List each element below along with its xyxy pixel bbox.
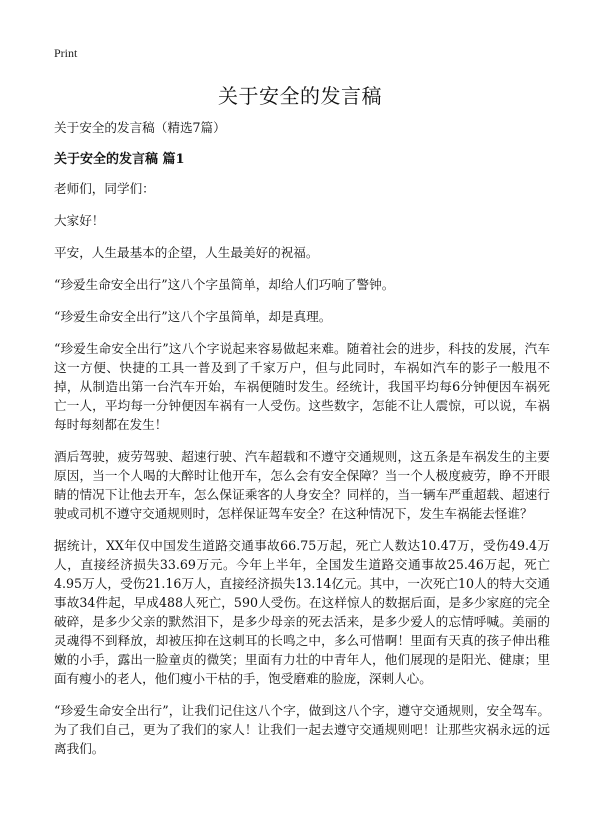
page-title: 关于安全的发言稿 [218,84,382,108]
paragraph-statistics: 据统计，XX年仅中国发生道路交通事故66.75万起，死亡人数达10.47万，受伤49.4万人，直接经济损失33.69万元。今年上半年，全国发生道路交通事故25.46万起，死亡4.95万人，受伤21.16万人，直接经济损失13.14亿元。其中，一次死亡10人的特大交通事故34件起，早成488人死亡，590人受伤。在这样惊人的数据后面，是多少家庭的完全破碎，是多少父亲的默然泪下，是多少母亲的死去活来，是多少爱人的忘情呼喊。美丽的灵魂得不到释放，却被压抑在这刺耳的长鸣之中，多么可惜啊！里面有天真的孩子伸出稚嫩的小手，露出一脸童贞的微笑；里面有力壮的中青年人，他们展现的是阳光、健康；里面有瘦小的老人，他们瘦小干枯的手，饱受磨难的脸庞，深刺人心。 [54,538,550,686]
paragraph-conclusion: “珍爱生命安全出行”，让我们记住这八个字，做到这八个字，遵守交通规则，安全驾车。为了我们自己，更为了我们的家人！让我们一起去遵守交通规则吧！让那些灾祸永远的远离我们。 [54,703,550,756]
paragraph-hello: 大家好！ [54,213,105,228]
article-subtitle: 关于安全的发言稿（精选7篇） [54,120,226,135]
paragraph-peace: 平安，人生最基本的企望，人生最美好的祝福。 [54,245,319,260]
article-body [54,118,550,771]
paragraph-slogan-truth: “珍爱生命安全出行”这八个字虽简单，却是真理。 [54,309,332,324]
section-heading: 关于安全的发言稿 篇1 [54,152,185,167]
paragraph-slogan-hard: “珍爱生命安全出行”这八个字说起来容易做起来难。随着社会的进步，科技的发展，汽车这一方便、快捷的工具一普及到了千家万户，但与此同时，车祸如汽车的影子一般甩不掉，从制造出第一台汽车开始，车祸便随时发生。经统计，我国平均每6分钟便因车祸死亡一人，平均每一分钟便因车祸有一人受伤。这些数字，怎能不让人震惊，可以说，车祸每时每刻都在发生！ [54,341,550,432]
paragraph-greeting: 老师们，同学们： [54,181,155,196]
print-link[interactable]: Print [54,46,78,60]
paragraph-causes: 酒后驾驶，疲劳驾驶、超速行驶、汽车超载和不遵守交通规则，这五条是车祸发生的主要原因，当一个人喝的大醉时让他开车，怎么会有安全保障？当一个人极度疲劳，睁不开眼睛的情况下让他去开车，怎么保证乘客的人身安全？同样的，当一辆车严重超载、超速行驶或司机不遵守交通规则时，怎样保证驾车安全？在这种情况下，发生车祸能去怪谁？ [54,449,550,521]
paragraph-slogan-warning: “珍爱生命安全出行”这八个字虽简单，却给人们巧响了警钟。 [54,277,395,292]
